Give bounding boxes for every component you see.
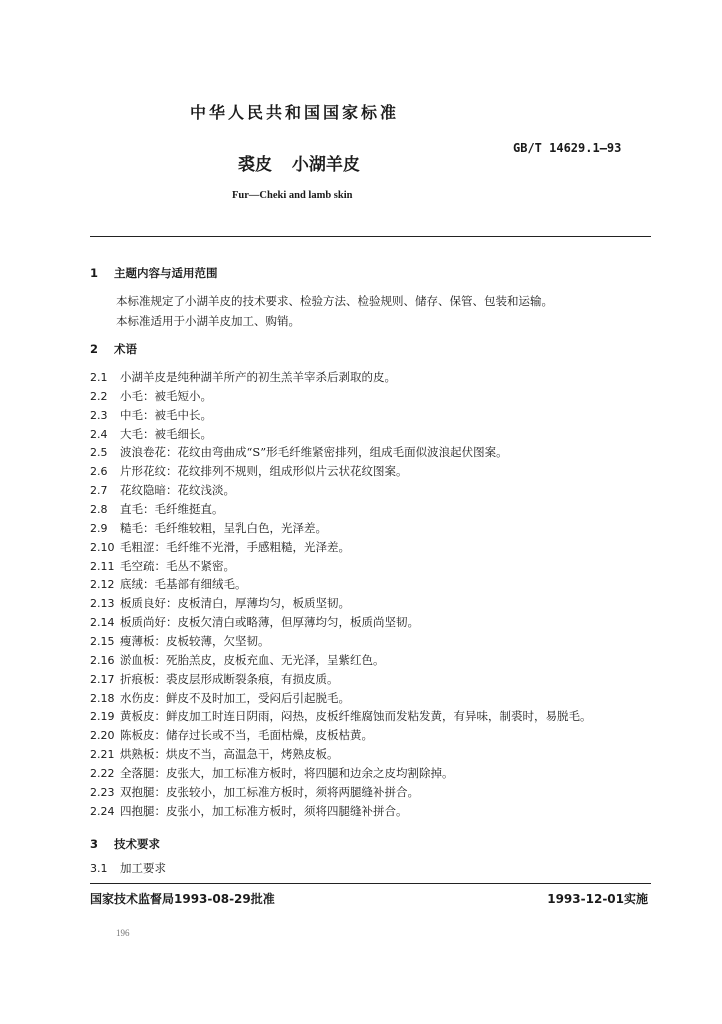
term-text: 折痕板：裘皮层形成断裂条痕，有损皮质。 xyxy=(120,671,339,686)
term-number: 2.11 xyxy=(90,559,115,573)
term-number: 3.1 xyxy=(90,862,108,875)
term-text: 陈板皮：储存过长或不当，毛面枯燥，皮板枯黄。 xyxy=(120,728,373,743)
term-number: 2.21 xyxy=(90,748,115,761)
term-number: 2.18 xyxy=(90,691,115,705)
document-title: 裘皮 小湖羊皮 xyxy=(238,155,360,175)
term-text: 烘熟板：烘皮不当，高温急干，烤熟皮板。 xyxy=(120,747,339,761)
term-item xyxy=(90,746,339,762)
term-item xyxy=(90,501,224,517)
approval-date: 国家技术监督局1993-08-29批准 xyxy=(90,892,275,906)
section-1-heading xyxy=(90,265,218,281)
term-number: 2.14 xyxy=(90,616,115,629)
term-number: 2.1 xyxy=(90,371,108,384)
term-text: 小湖羊皮是纯种湖羊所产的初生羔羊宰杀后剥取的皮。 xyxy=(120,370,396,384)
footer-divider xyxy=(90,883,651,884)
term-item xyxy=(90,708,592,724)
term-number: 2.22 xyxy=(90,766,115,780)
term-text: 板质良好：皮板清白，厚薄均匀，板质坚韧。 xyxy=(120,596,350,611)
page-number: 196 xyxy=(116,928,130,938)
term-text: 大毛：被毛细长。 xyxy=(120,426,212,441)
term-number: 2.5 xyxy=(90,446,108,460)
term-number: 2.20 xyxy=(90,729,115,743)
term-item xyxy=(90,426,212,442)
term-number: 2.10 xyxy=(90,540,115,554)
term-number: 2.12 xyxy=(90,578,115,592)
term-item xyxy=(90,482,235,498)
section-number: 2 xyxy=(90,342,99,356)
standard-number: GB/T 14629.1—93 xyxy=(513,141,622,155)
section-title: 技术要求 xyxy=(114,837,160,851)
term-item xyxy=(90,727,373,743)
term-item xyxy=(90,444,508,460)
term-number: 2.15 xyxy=(90,634,115,648)
term-text: 板质尚好：皮板欠清白或略薄，但厚薄均匀，板质尚坚韧。 xyxy=(120,615,419,629)
term-text: 黄板皮：鲜皮加工时连日阴雨，闷热，皮板纤维腐蚀而发粘发黄，有异味，制裘时，易脱毛。 xyxy=(120,709,592,724)
section-number: 1 xyxy=(90,266,99,280)
term-text: 水伤皮：鲜皮不及时加工，受闷后引起脱毛。 xyxy=(120,690,350,705)
header-divider xyxy=(90,236,651,237)
term-number: 2.2 xyxy=(90,389,108,403)
term-number: 2.23 xyxy=(90,785,115,799)
term-item xyxy=(90,595,350,611)
term-item xyxy=(90,633,270,649)
term-item xyxy=(90,576,247,592)
term-text: 淤血板：死胎羔皮，皮板充血、无光泽，呈紫红色。 xyxy=(120,652,385,667)
term-text: 底绒：毛基部有细绒毛。 xyxy=(120,577,247,592)
term-text: 直毛：毛纤维挺直。 xyxy=(120,502,224,516)
term-text: 全落腿：皮张大，加工标准方板时，将四腿和边余之皮均割除掉。 xyxy=(120,765,454,780)
term-item xyxy=(90,784,419,800)
section-title: 主题内容与适用范围 xyxy=(114,266,218,280)
effective-date: 1993-12-01实施 xyxy=(547,892,648,906)
term-text: 糙毛：毛纤维较粗，呈乳白色，光泽差。 xyxy=(120,520,327,535)
section-title: 术语 xyxy=(114,342,137,356)
term-number: 2.19 xyxy=(90,710,115,724)
term-number: 2.24 xyxy=(90,804,115,818)
section-1-paragraph: 本标准规定了小湖羊皮的技术要求、检验方法、检验规则、储存、保管、包装和运输。 xyxy=(116,294,553,308)
term-number: 2.8 xyxy=(90,503,108,516)
term-item xyxy=(90,614,419,630)
term-item xyxy=(90,539,350,555)
term-text: 双抱腿：皮张较小，加工标准方板时，须将两腿缝补拼合。 xyxy=(120,784,419,799)
term-text: 毛空疏：毛丛不紧密。 xyxy=(120,558,235,573)
section-2-heading xyxy=(90,341,137,357)
term-item xyxy=(90,558,235,574)
national-standard-heading: 中华人民共和国国家标准 xyxy=(190,103,400,122)
term-number: 2.7 xyxy=(90,484,108,498)
term-item xyxy=(90,765,454,781)
term-item xyxy=(90,463,408,479)
section-number: 3 xyxy=(90,837,99,851)
term-item xyxy=(90,652,385,668)
term-item xyxy=(90,671,339,687)
english-title: Fur—Cheki and lamb skin xyxy=(232,190,353,201)
section-3-heading xyxy=(90,836,160,852)
term-text: 毛粗涩：毛纤维不光滑，手感粗糙，光泽差。 xyxy=(120,539,350,554)
term-number: 2.13 xyxy=(90,597,115,611)
term-number: 2.16 xyxy=(90,653,115,667)
term-item xyxy=(90,690,350,706)
term-number: 2.17 xyxy=(90,672,115,686)
term-item xyxy=(90,388,212,404)
term-text: 小毛：被毛短小。 xyxy=(120,388,212,403)
section-1-paragraph: 本标准适用于小湖羊皮加工、购销。 xyxy=(116,314,300,328)
term-number: 2.9 xyxy=(90,521,108,535)
term-number: 2.4 xyxy=(90,427,108,441)
term-text: 花纹隐暗：花纹浅淡。 xyxy=(120,483,235,498)
term-item xyxy=(90,407,212,423)
term-item xyxy=(90,520,327,536)
term-text: 四抱腿：皮张小，加工标准方板时，须将四腿缝补拼合。 xyxy=(120,803,408,818)
term-item xyxy=(90,860,166,876)
term-text: 片形花纹：花纹排列不规则，组成形似片云状花纹图案。 xyxy=(120,464,408,479)
term-number: 2.3 xyxy=(90,408,108,422)
term-text: 加工要求 xyxy=(120,861,166,875)
term-text: 波浪卷花：花纹由弯曲成“S”形毛纤维紧密排列，组成毛面似波浪起伏图案。 xyxy=(120,445,508,460)
term-item xyxy=(90,369,396,385)
term-text: 中毛：被毛中长。 xyxy=(120,407,212,422)
term-number: 2.6 xyxy=(90,465,108,479)
term-text: 瘦薄板：皮板较薄，欠坚韧。 xyxy=(120,633,270,648)
term-item xyxy=(90,803,408,819)
